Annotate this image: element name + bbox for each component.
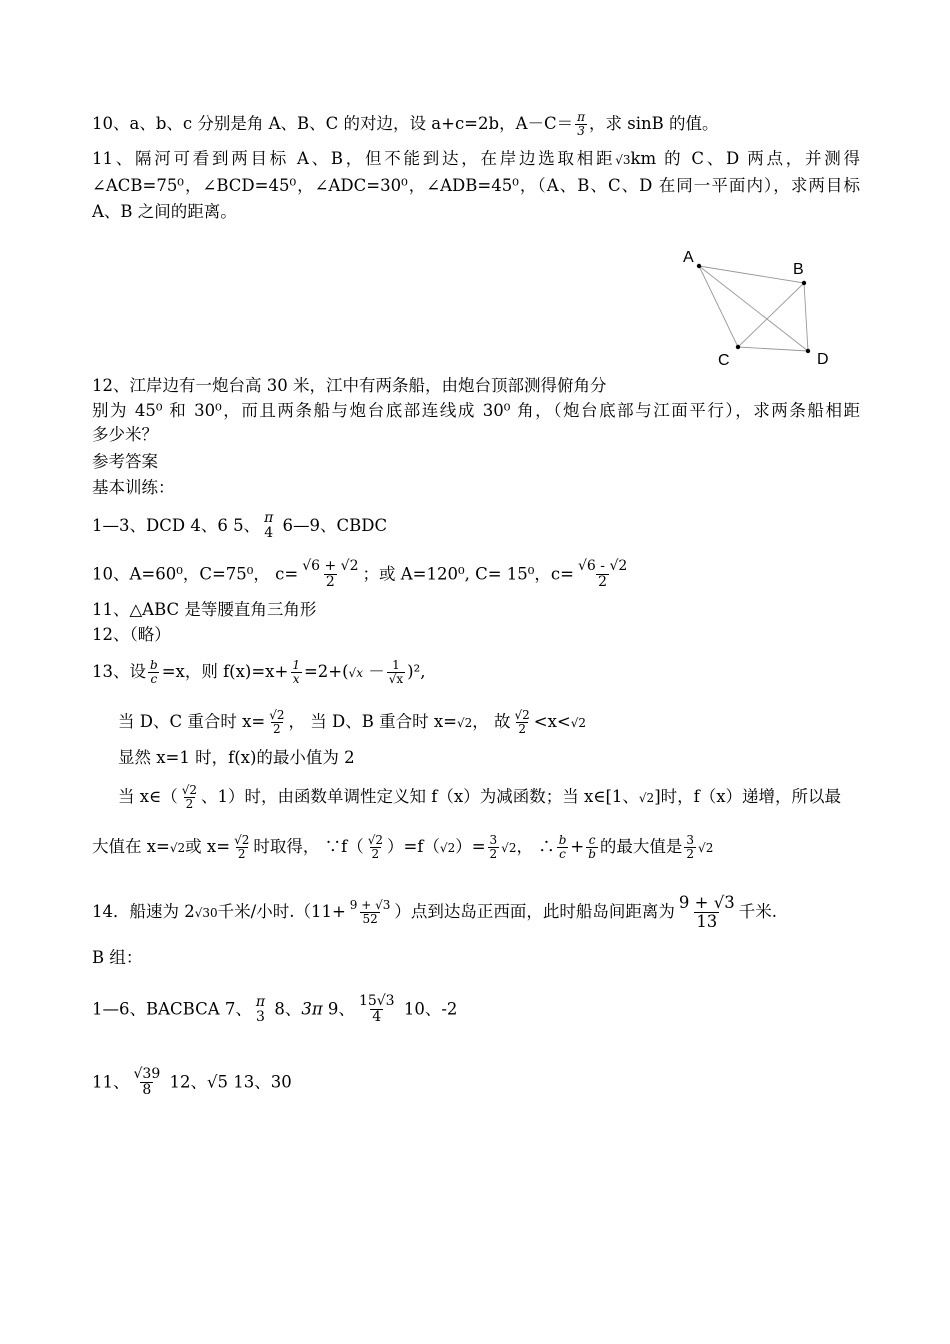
answer-10: 10、A=60⁰，C=75⁰， c= $\frac{√6 + √2}{2}$ ；或 A=120⁰, C= 15⁰，c= $\frac{√6 - √2}{2}$	[92, 558, 628, 591]
question-11-line1: 11、隔河可看到两目标 A、B，但不能到达，在岸边选取相距√3km 的 C、D 两点，并测得	[92, 149, 860, 168]
quadrilateral-diagram	[675, 240, 845, 375]
label-a: A	[683, 249, 694, 266]
label-c: C	[718, 352, 730, 369]
b-group-answers-11-13: 11、 $\frac{√39}{8}$ 12、√5 13、30	[92, 1066, 292, 1099]
answer-14: 14．船速为 2√30千米/小时.（11+ $\frac{9 + √3}{52}$ ）点到达岛正西面，此时船岛间距离为 $\frac{9 + √3}{13}$ 千米.	[92, 893, 777, 932]
sqrt3: √3	[615, 153, 631, 167]
question-11-line2: ∠ACB=75⁰，∠BCD=45⁰，∠ADC=30⁰，∠ADB=45⁰，（A、B、C、D 在同一平面内），求两目标	[92, 176, 860, 195]
question-12-line3: 多少米？	[92, 425, 158, 444]
question-10	[92, 111, 719, 138]
answer-1-9: 1—3、DCD 4、6 5、 π 4 6—9、CBDC	[92, 510, 388, 542]
segment-ab	[699, 266, 804, 283]
answer-11: 11、△ABC 是等腰直角三角形	[92, 600, 317, 619]
answer-13-line1: 13、设 $\frac{b}{c}$ =x，则 f(x)=x+ $\frac{1}{x}$ =2+(√x － $\frac{1}{√x}$ )²,	[92, 658, 426, 687]
question-12-line2: 别为 45⁰ 和 30⁰，而且两条船与炮台底部连线成 30⁰ 角，（炮台底部与江面平行），求两条船相距	[92, 401, 860, 420]
question-12-line1: 12、江岸边有一炮台高 30 米，江中有两条船，由炮台顶部测得俯角分	[92, 376, 607, 395]
answer-13-line2: 当 D、C 重合时 x= $\frac{√2}{2}$ ， 当 D、B 重合时 x=√2， 故 $\frac{√2}{2}$ <x<√2	[118, 708, 587, 737]
q10-text-end: ，求 sinB 的值。	[589, 114, 719, 134]
answers-title: 参考答案	[92, 452, 158, 471]
point-d	[806, 349, 810, 353]
segment-cd	[738, 347, 808, 351]
q10-fraction: $\frac{\pi}{3}$	[577, 110, 586, 139]
q10-text: 10、a、b、c 分别是角 A、B、C 的对边，设 a+c=2b，A－C＝	[92, 114, 574, 134]
b-group-answers-1-10: 1—6、BACBCA 7、 π 3 8、3π 9、 $\frac{15√3}{4}$ 10、-2	[92, 993, 458, 1026]
label-b: B	[793, 261, 804, 278]
label-d: D	[817, 351, 829, 368]
question-11-line3: A、B 之间的距离。	[92, 202, 237, 221]
answer-13-line5: 大值在 x=√2或 x= $\frac{√2}{2}$ 时取得， ∵f（ $\frac{√2}{2}$ ）=f（√2）= $\frac{3}{2}$ √2， ∴ $\frac{b}{c}$ + $\frac{c}{b}$ 的最大值是 $\frac{3}{2}$ √2	[92, 833, 714, 862]
answer-12: 12、（略）	[92, 625, 171, 644]
point-b	[802, 281, 806, 285]
point-a	[697, 264, 701, 268]
answer-13-line4: 当 x∈（ $\frac{√2}{2}$ 、1）时，由函数单调性定义知 f（x）为减函数；当 x∈[1、√2]时，f（x）递增，所以最	[118, 783, 842, 812]
answer-13-line3: 显然 x=1 时，f(x)的最小值为 2	[118, 748, 355, 767]
segment-bc	[738, 283, 804, 347]
basic-training-heading: 基本训练：	[92, 478, 175, 497]
point-c	[736, 345, 740, 349]
segment-ad	[699, 266, 808, 351]
b-group-heading: B 组：	[92, 948, 143, 967]
segment-bd	[804, 283, 808, 351]
segment-ac	[699, 266, 738, 347]
